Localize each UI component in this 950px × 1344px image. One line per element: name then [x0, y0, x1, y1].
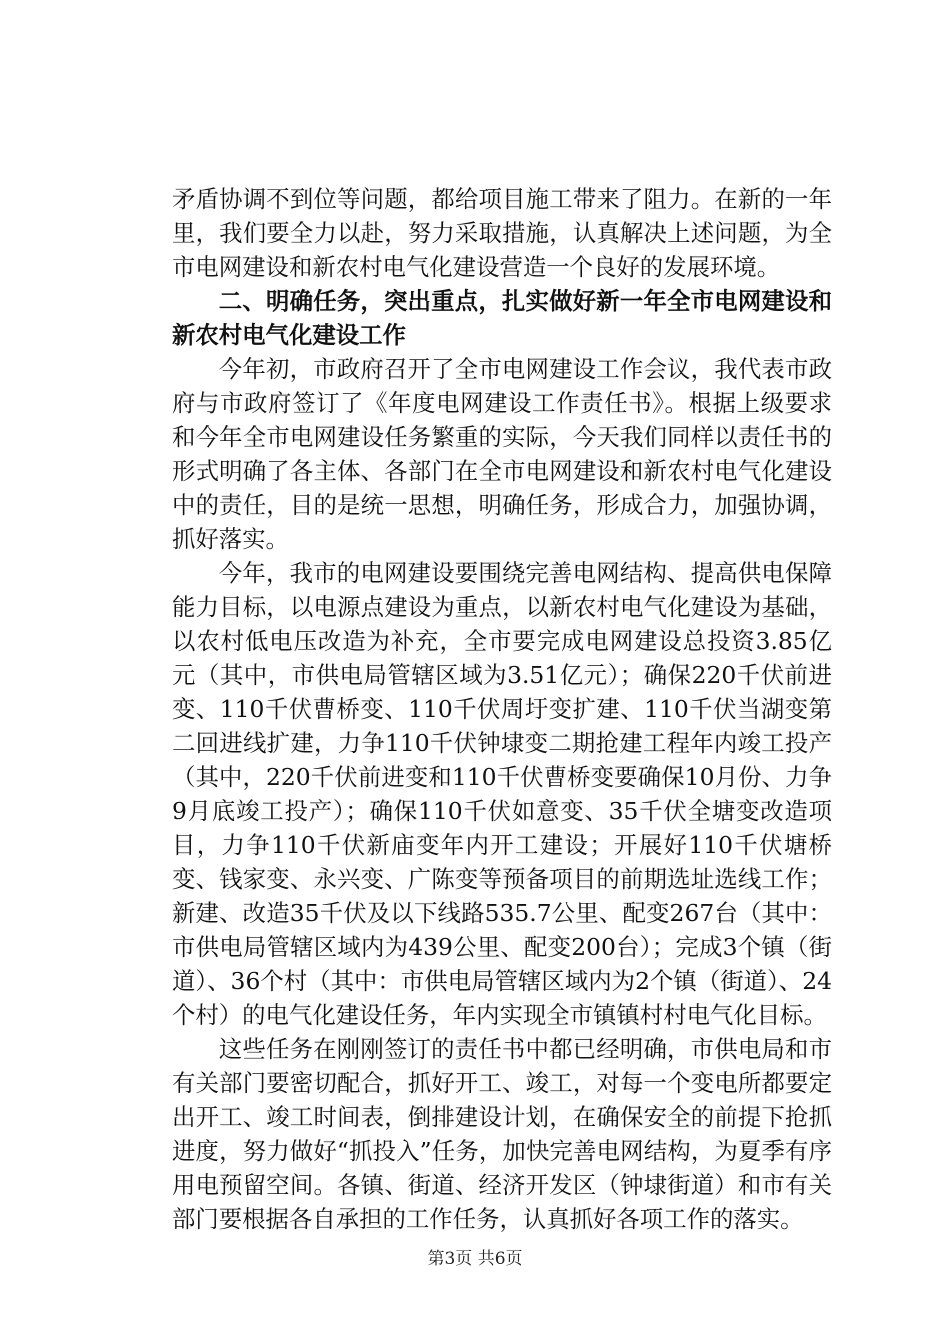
- page-footer: 第3页 共6页: [427, 1249, 523, 1269]
- paragraph: 今年初，市政府召开了全市电网建设工作会议，我代表市政府与市政府签订了《年度电网建设工作责任书》。根据上级要求和今年全市电网建设任务繁重的实际，今天我们同样以责任书的形式明确了各主体、各部门在全市电网建设和新农村电气化建设中的责任，目的是统一思想，明确任务，形成合力，加强协调，抓好落实。: [172, 355, 832, 553]
- paragraph: 这些任务在刚刚签订的责任书中都已经明确，市供电局和市有关部门要密切配合，抓好开工、竣工，对每一个变电所都要定出开工、竣工时间表，倒排建设计划，在确保安全的前提下抢抓进度，努力做好“抓投入”任务，加快完善电网结构，为夏季有序用电预留空间。各镇、街道、经济开发区（钟埭街道）和市有关部门要根据各自承担的工作任务，认真抓好各项工作的落实。: [172, 1035, 832, 1233]
- paragraph: 今年，我市的电网建设要围绕完善电网结构、提高供电保障能力目标，以电源点建设为重点，以新农村电气化建设为基础，以农村低电压改造为补充，全市要完成电网建设总投资3.85亿元（其中，市供电局管辖区域为3.51亿元）；确保220千伏前进变、110千伏曹桥变、110千伏周圩变扩建、110千伏当湖变第二回进线扩建，力争110千伏钟埭变二期抢建工程年内竣工投产（其中，220千伏前进变和110千伏曹桥变要确保10月份、力争9月底竣工投产）；确保110千伏如意变、35千伏全塘变改造项目，力争110千伏新庙变年内开工建设；开展好110千伏塘桥变、钱家变、永兴变、广陈变等预备项目的前期选址选线工作；新建、改造35千伏及以下线路535.7公里、配变267台（其中：市供电局管辖区域内为439公里、配变200台）；完成3个镇（街道）、36个村（其中：市供电局管辖区域内为2个镇（街道）、24个村）的电气化建设任务，年内实现全市镇镇村村电气化目标。: [172, 559, 832, 1029]
- section-heading: 二、明确任务，突出重点，扎实做好新一年全市电网建设和新农村电气化建设工作: [172, 287, 832, 349]
- document-body: [172, 182, 832, 1236]
- paragraph-continuation: 矛盾协调不到位等问题，都给项目施工带来了阻力。在新的一年里，我们要全力以赴，努力采取措施，认真解决上述问题，为全市电网建设和新农村电气化建设营造一个良好的发展环境。: [172, 185, 832, 281]
